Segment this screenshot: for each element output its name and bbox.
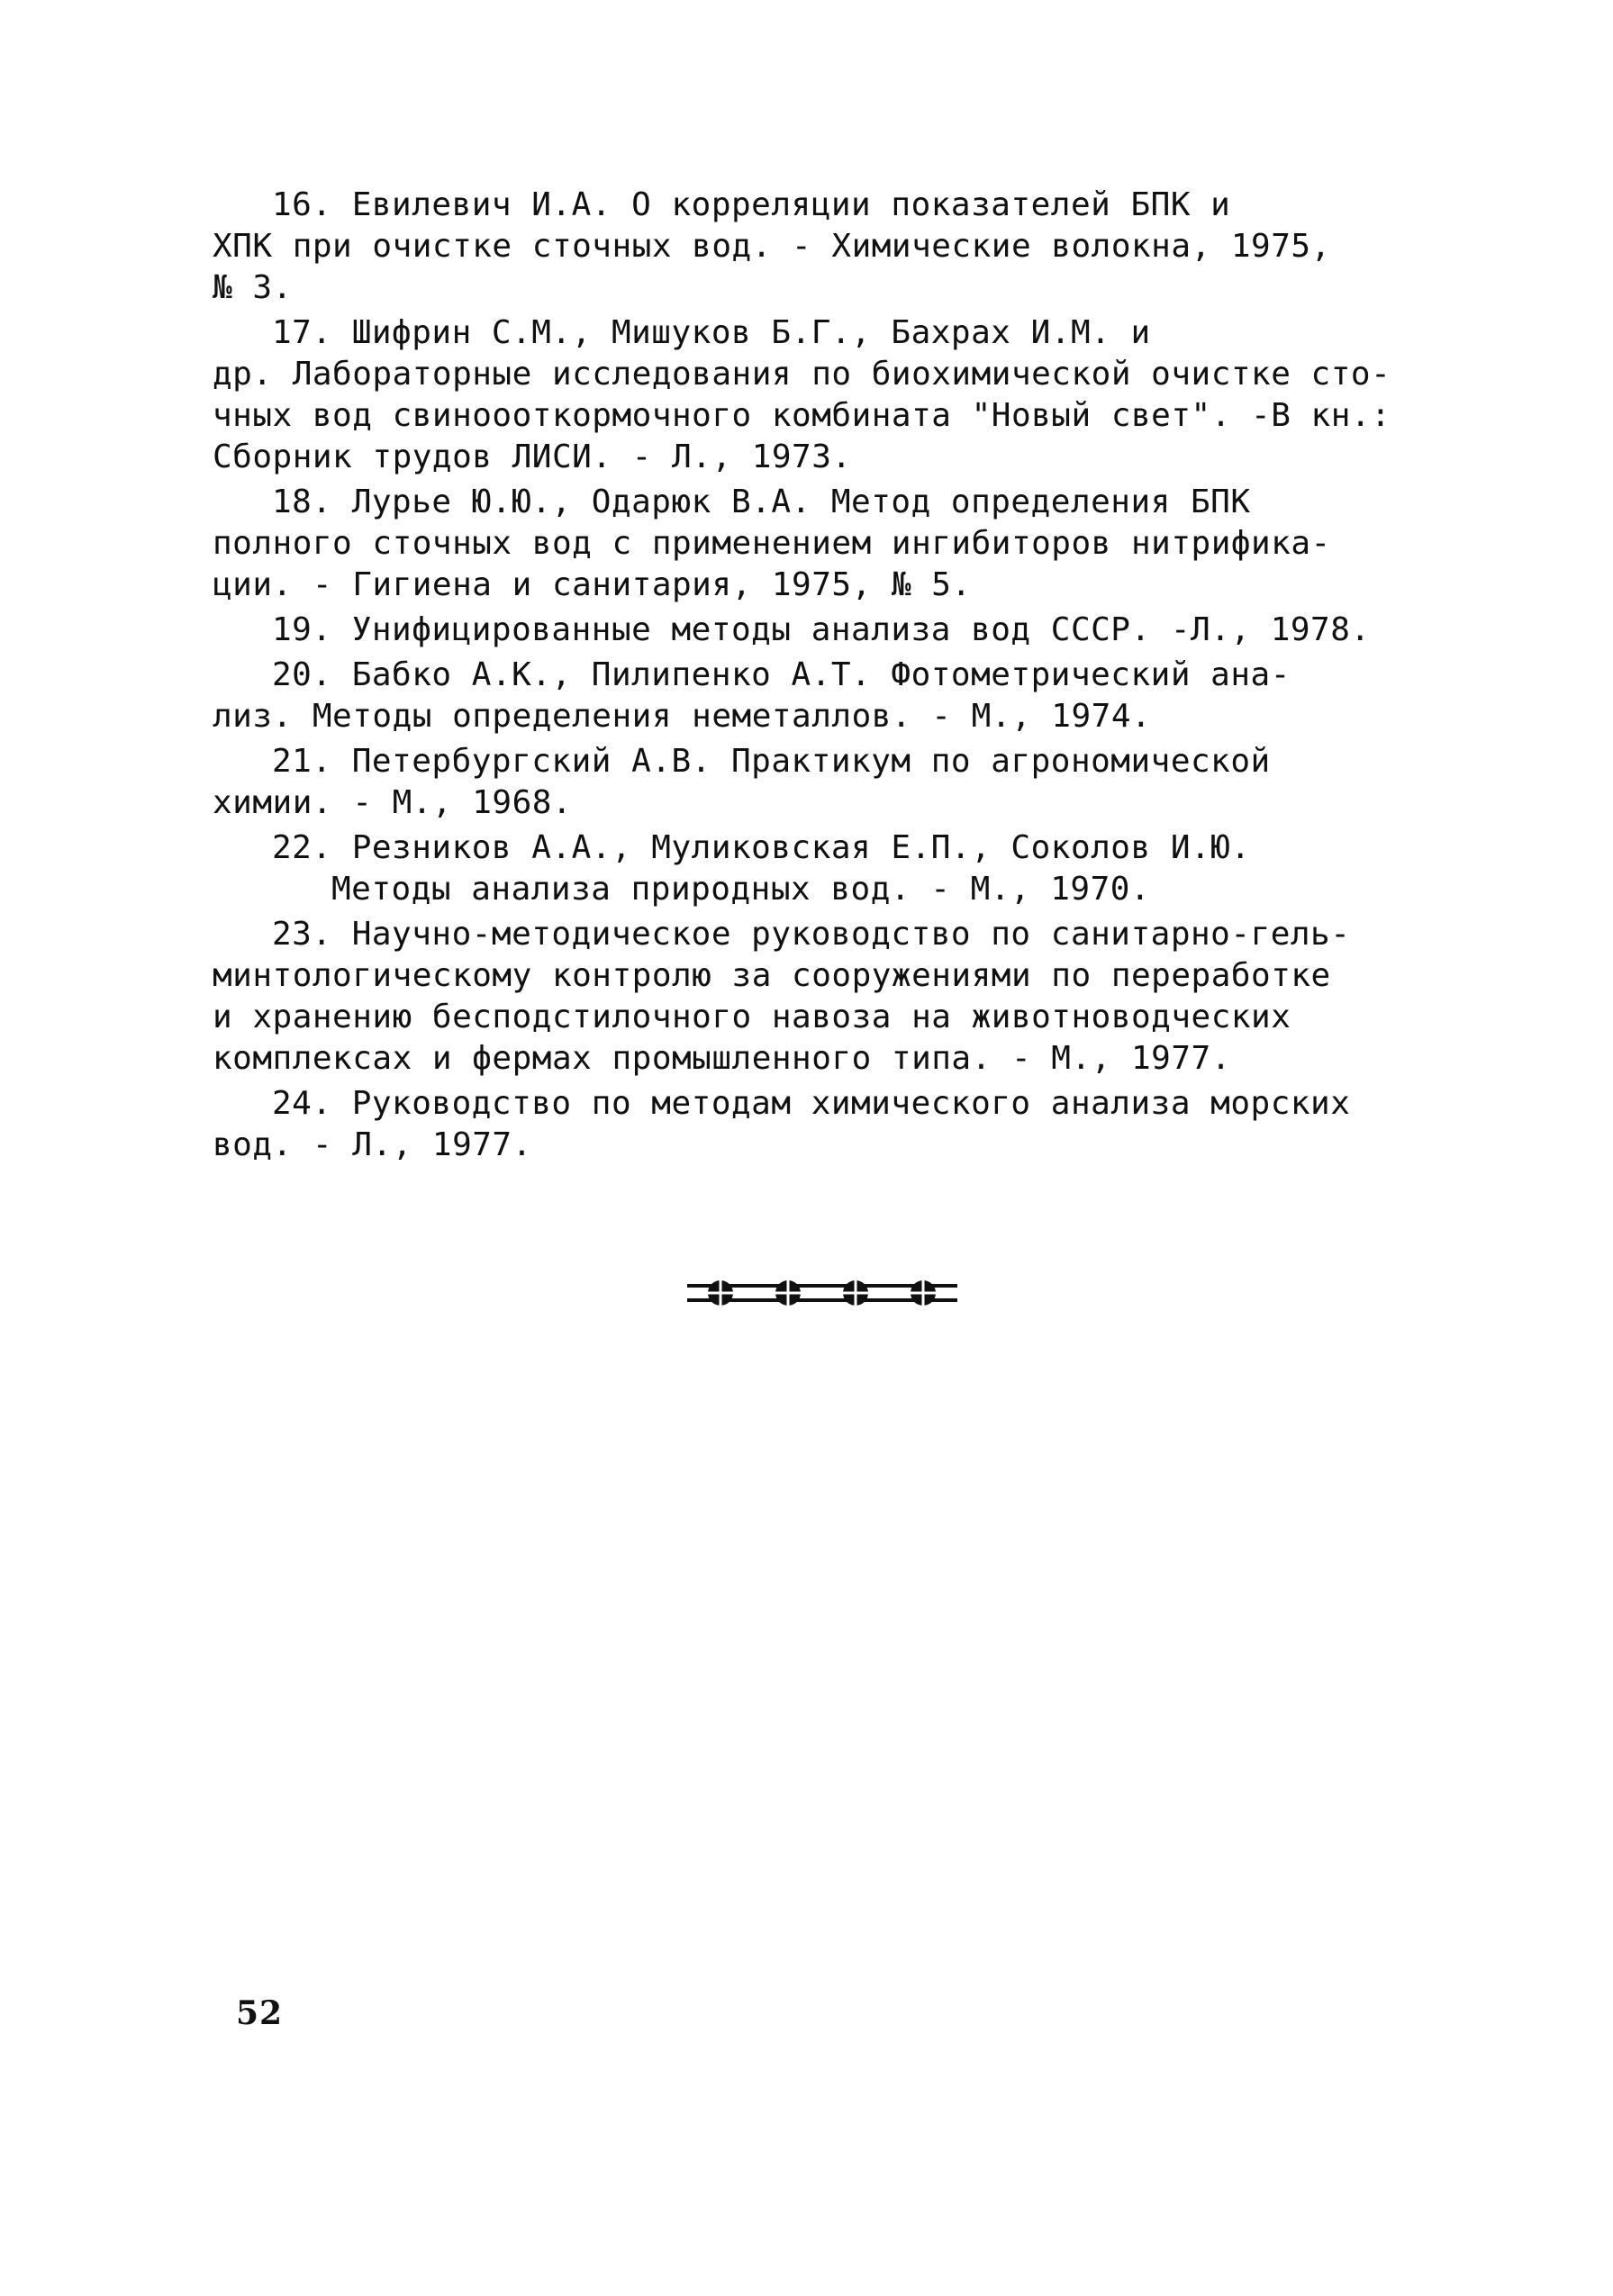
reference-line: комплексах и фермах промышленного типа. - М., 1977. — [213, 1040, 1231, 1077]
reference-line: ХПК при очистке сточных вод. - Химические волокна, 1975, — [213, 228, 1331, 265]
reference-item-19 — [213, 610, 1392, 651]
reference-line: вод. - Л., 1977. — [213, 1126, 532, 1163]
reference-item-17 — [213, 312, 1392, 478]
reference-line: химии. - М., 1968. — [213, 784, 573, 821]
reference-line: полного сточных вод с применением ингибиторов нитрифика- — [213, 525, 1331, 562]
reference-line: др. Лабораторные исследования по биохимической очистке сто- — [213, 356, 1391, 393]
reference-line: 23. Научно-методическое руководство по санитарно-гель- — [272, 916, 1351, 953]
reference-item-23 — [213, 914, 1392, 1080]
page-number: 52 — [236, 1994, 284, 2032]
reference-line: минтологическому контролю за сооружениями по переработке — [213, 957, 1331, 994]
reference-line: 17. Шифрин С.М., Мишуков Б.Г., Бахрах И.М. и — [272, 314, 1151, 351]
reference-line: 22. Резников А.А., Муликовская Е.П., Соколов И.Ю. — [272, 829, 1251, 866]
reference-line: 16. Евилевич И.А. О корреляции показателей БПК и — [272, 186, 1231, 223]
reference-list — [213, 185, 1392, 1170]
reference-item-21 — [213, 741, 1392, 824]
reference-line: 20. Бабко А.К., Пилипенко А.Т. Фотометрический ана- — [272, 656, 1291, 693]
reference-line: ции. - Гигиена и санитария, 1975, № 5. — [213, 566, 972, 603]
reference-line: 21. Петербургский А.В. Практикум по агрономической — [272, 743, 1271, 780]
reference-line: чных вод свиноооткормочного комбината "Новый свет". -В кн.: — [213, 397, 1391, 434]
reference-line: № 3. — [213, 269, 293, 306]
reference-line: 18. Лурье Ю.Ю., Одарюк В.А. Метод определения БПК — [272, 484, 1251, 520]
reference-line: 19. Унифицированные методы анализа вод СССР. -Л., 1978. — [272, 611, 1371, 648]
reference-item-24 — [213, 1083, 1392, 1166]
reference-line: и хранению бесподстилочного навоза на животноводческих — [213, 999, 1291, 1035]
reference-item-20 — [213, 655, 1392, 737]
reference-line: Сборник трудов ЛИСИ. - Л., 1973. — [213, 438, 852, 475]
reference-item-18 — [213, 482, 1392, 606]
reference-line: 24. Руководство по методам химического анализа морских — [272, 1085, 1351, 1122]
decorative-divider-icon — [687, 1275, 957, 1311]
reference-item-22 — [213, 827, 1392, 910]
reference-line: лиз. Методы определения неметаллов. - М., 1974. — [213, 698, 1152, 735]
reference-item-16 — [213, 185, 1392, 309]
reference-line: Методы анализа природных вод. - М., 1970. — [331, 871, 1151, 908]
